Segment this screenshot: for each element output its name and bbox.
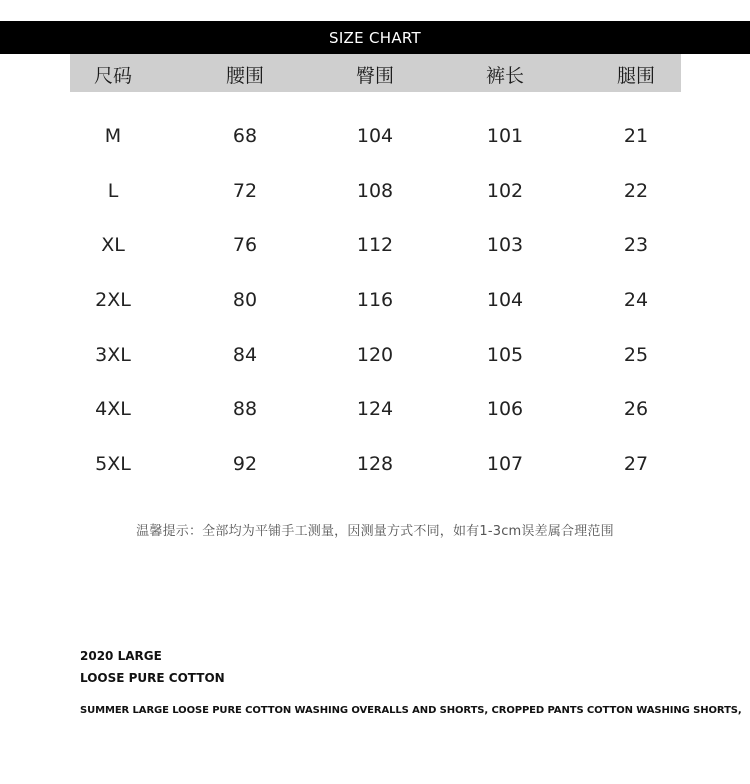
cell-thigh: 21 xyxy=(623,125,649,147)
cell-length: 105 xyxy=(486,344,524,366)
cell-thigh: 22 xyxy=(623,180,649,202)
cell-waist: 80 xyxy=(232,289,258,311)
cell-length: 103 xyxy=(486,234,524,256)
cell-length: 104 xyxy=(486,289,524,311)
cell-thigh: 27 xyxy=(623,453,649,475)
cell-size: 5XL xyxy=(95,453,131,475)
cell-hip: 108 xyxy=(356,180,394,202)
size-chart-title: SIZE CHART xyxy=(329,28,421,47)
cell-length: 107 xyxy=(486,453,524,475)
cell-hip: 120 xyxy=(356,344,394,366)
cell-hip: 128 xyxy=(356,453,394,475)
header-waist: 腰围 xyxy=(225,65,264,87)
cell-thigh: 24 xyxy=(623,289,649,311)
cell-hip: 116 xyxy=(356,289,394,311)
cell-hip: 104 xyxy=(356,125,394,147)
table-row xyxy=(0,344,750,374)
cell-waist: 92 xyxy=(232,453,258,475)
cell-size: XL xyxy=(101,234,125,256)
measurement-note: 温馨提示：全部均为平铺手工测量，因测量方式不同，如有1-3cm误差属合理范围 xyxy=(136,524,614,539)
table-row xyxy=(0,398,750,428)
brand-line-2: LOOSE PURE COTTON xyxy=(80,671,225,685)
cell-thigh: 26 xyxy=(623,398,649,420)
table-row xyxy=(0,289,750,319)
header-size: 尺码 xyxy=(93,65,132,87)
header-thigh: 腿围 xyxy=(616,65,655,87)
cell-size: 4XL xyxy=(95,398,131,420)
cell-thigh: 23 xyxy=(623,234,649,256)
cell-length: 106 xyxy=(486,398,524,420)
cell-waist: 68 xyxy=(232,125,258,147)
table-row xyxy=(0,453,750,483)
cell-waist: 88 xyxy=(232,398,258,420)
table-row xyxy=(0,234,750,264)
cell-size: M xyxy=(104,125,122,147)
cell-size: 3XL xyxy=(95,344,131,366)
cell-length: 102 xyxy=(486,180,524,202)
cell-size: L xyxy=(107,180,119,202)
cell-thigh: 25 xyxy=(623,344,649,366)
cell-hip: 124 xyxy=(356,398,394,420)
cell-waist: 76 xyxy=(232,234,258,256)
cell-waist: 72 xyxy=(232,180,258,202)
header-length: 裤长 xyxy=(485,65,524,87)
table-row xyxy=(0,180,750,210)
cell-hip: 112 xyxy=(356,234,394,256)
table-row xyxy=(0,125,750,155)
product-description: SUMMER LARGE LOOSE PURE COTTON WASHING OVERALLS AND SHORTS, CROPPED PANTS COTTON WASHING SHORTS, xyxy=(80,705,742,716)
size-chart-title-bar xyxy=(0,21,750,54)
table-header-row xyxy=(70,54,681,92)
cell-size: 2XL xyxy=(95,289,131,311)
cell-length: 101 xyxy=(486,125,524,147)
brand-line-1: 2020 LARGE xyxy=(80,649,162,663)
cell-waist: 84 xyxy=(232,344,258,366)
header-hip: 臀围 xyxy=(355,65,394,87)
